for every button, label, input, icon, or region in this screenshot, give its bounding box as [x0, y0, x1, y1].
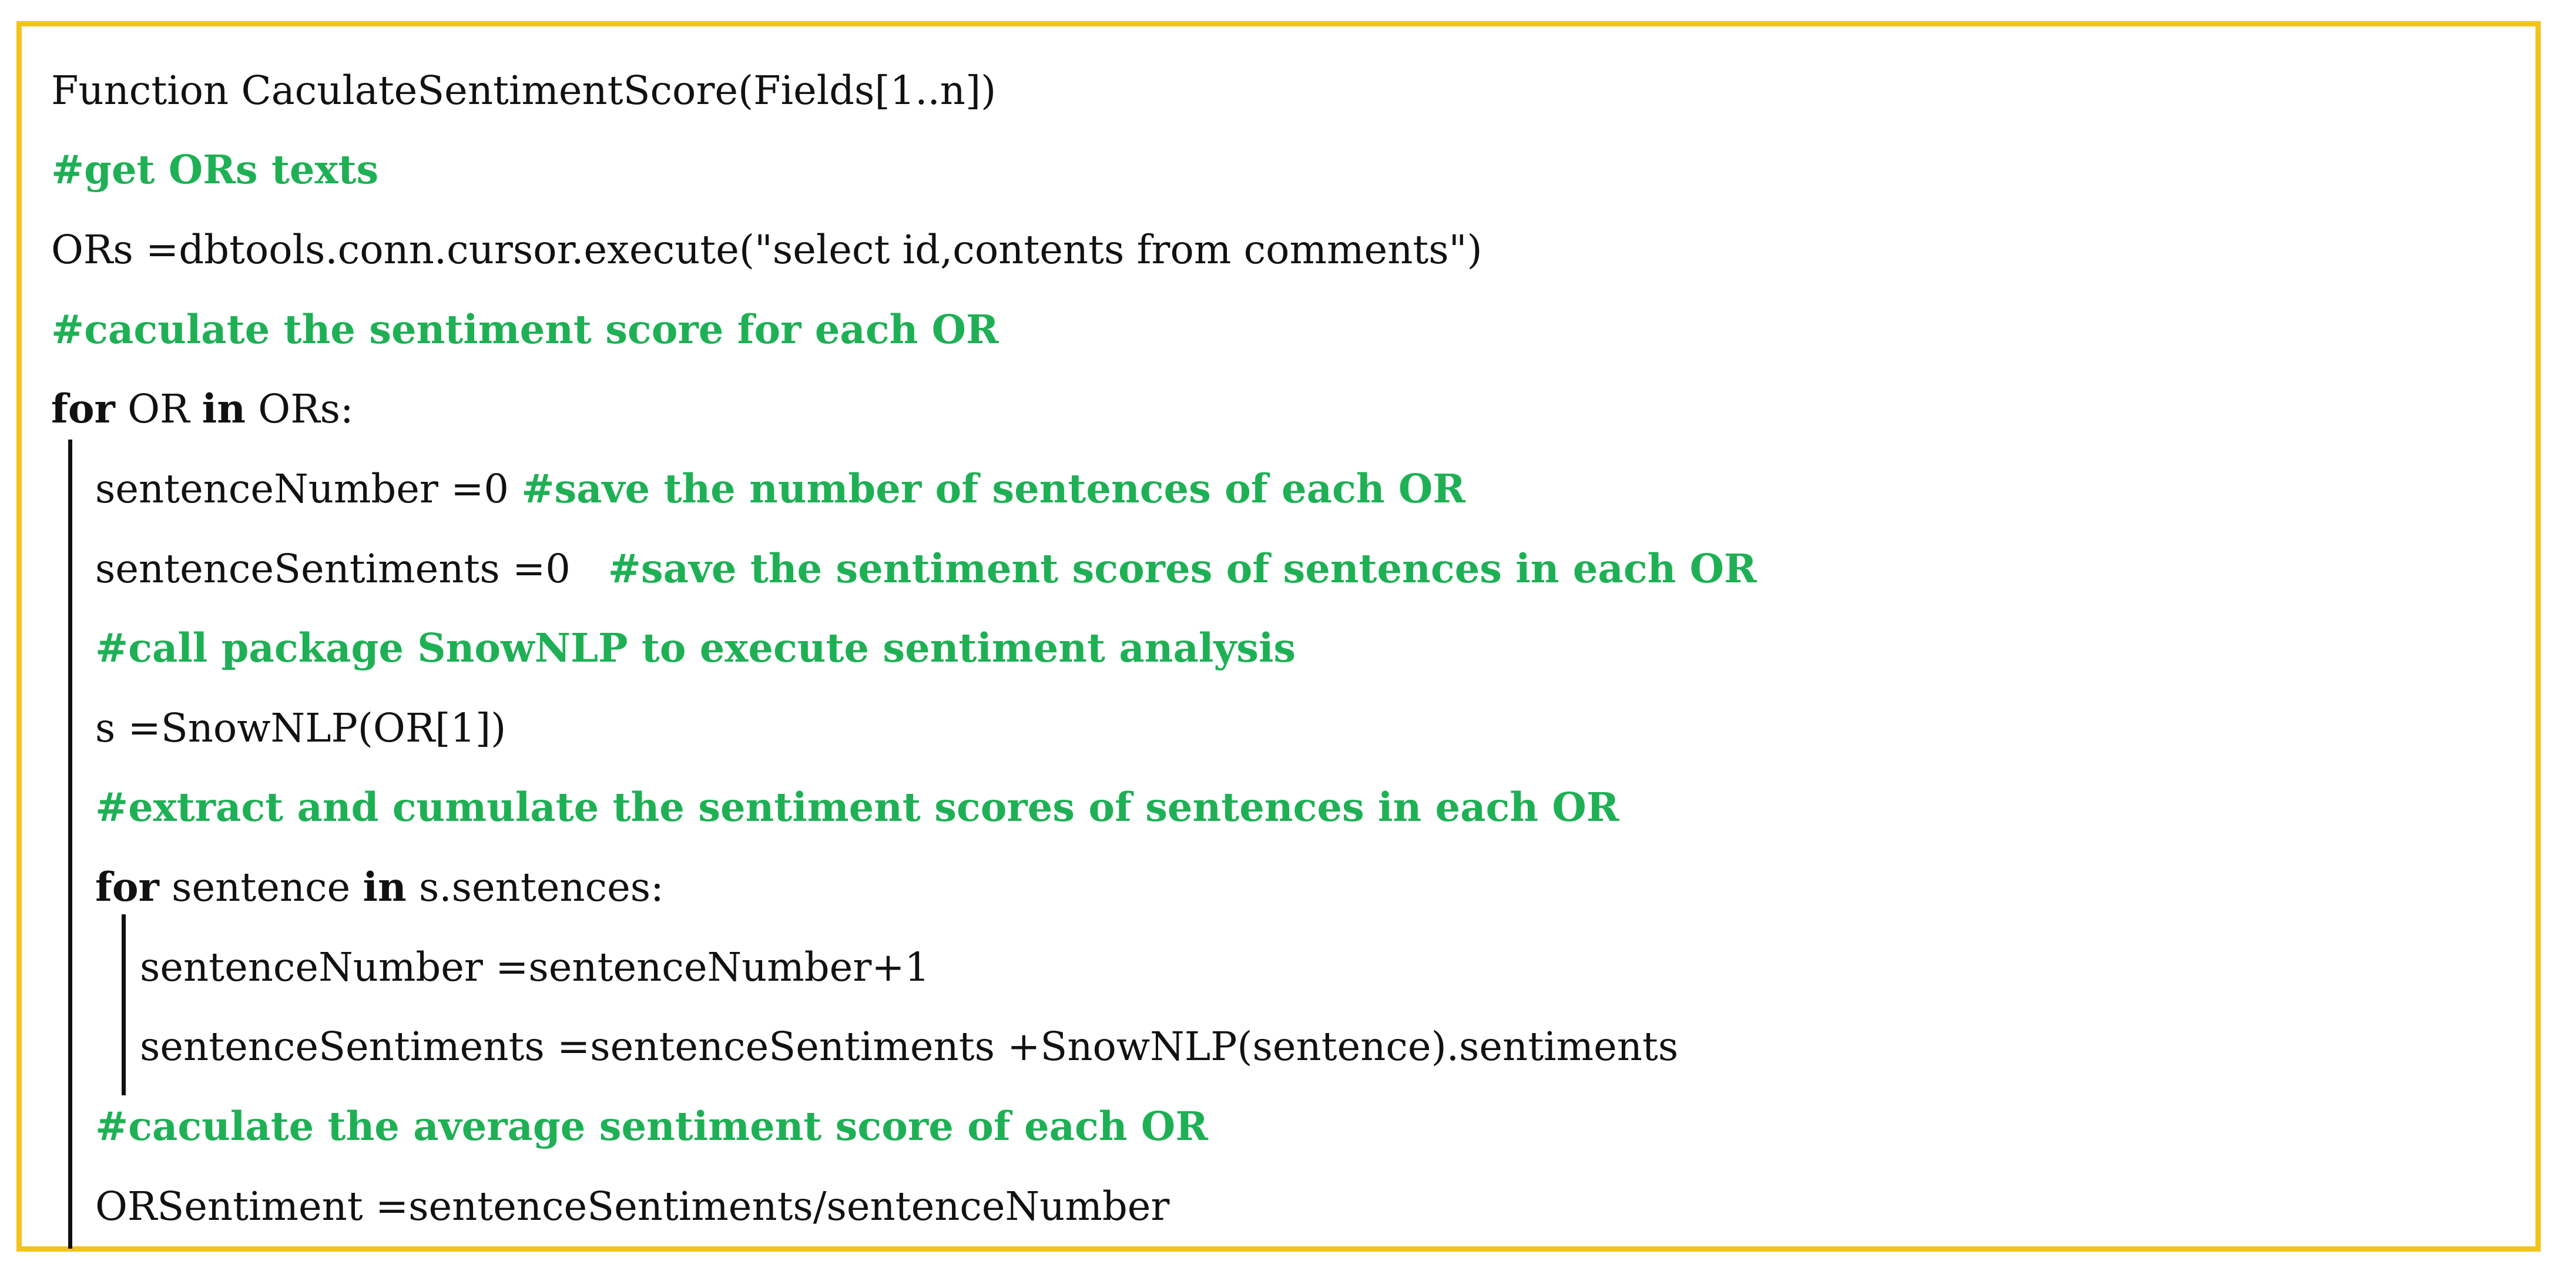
- query-line: ORs =dbtools.conn.cursor.execute("select id,contents from comments"): [51, 227, 1482, 273]
- average-line: ORSentiment =sentenceSentiments/sentenceNumber: [95, 1183, 1170, 1229]
- sentence-sentiments-init-line: [95, 545, 1757, 592]
- function-header-line: Function CaculateSentimentScore(Fields[1..n]): [51, 68, 997, 113]
- keyword-for: for: [95, 864, 159, 910]
- sentence-number-init-comment: #save the number of sentences of each OR: [521, 465, 1465, 512]
- comment-extract: #extract and cumulate the sentiment scores of sentences in each OR: [95, 784, 1619, 830]
- inner-loop-indent-bar: [122, 914, 126, 1095]
- loop-variable: sentence: [159, 864, 363, 910]
- accumulate-line: sentenceSentiments =sentenceSentiments +SnowNLP(sentence).sentiments: [140, 1024, 1679, 1069]
- sentence-sentiments-init-comment: #save the sentiment scores of sentences in each OR: [608, 545, 1757, 592]
- sentence-sentiments-init-code: sentenceSentiments =0: [95, 546, 608, 592]
- comment-call-package: #call package SnowNLP to execute sentiment analysis: [95, 625, 1296, 671]
- comment-average: #caculate the average sentiment score of each OR: [95, 1103, 1208, 1149]
- outer-loop-indent-bar: [68, 440, 72, 1249]
- snownlp-line: s =SnowNLP(OR[1]): [95, 705, 507, 751]
- loop-iterable: s.sentences:: [406, 864, 664, 910]
- inner-for-loop-line: [95, 864, 664, 911]
- comment-get-texts: #get ORs texts: [51, 146, 379, 193]
- keyword-in: in: [202, 385, 246, 432]
- keyword-for: for: [51, 385, 115, 432]
- keyword-in: in: [363, 864, 407, 910]
- increment-line: sentenceNumber =sentenceNumber+1: [140, 944, 930, 990]
- loop-iterable: ORs:: [245, 386, 354, 432]
- sentence-number-init-line: [95, 465, 1465, 512]
- outer-for-loop-line: [51, 385, 354, 432]
- loop-variable: OR: [115, 386, 202, 432]
- comment-calc-each: #caculate the sentiment score for each OR: [51, 306, 999, 353]
- sentence-number-init-code: sentenceNumber =0: [95, 466, 522, 512]
